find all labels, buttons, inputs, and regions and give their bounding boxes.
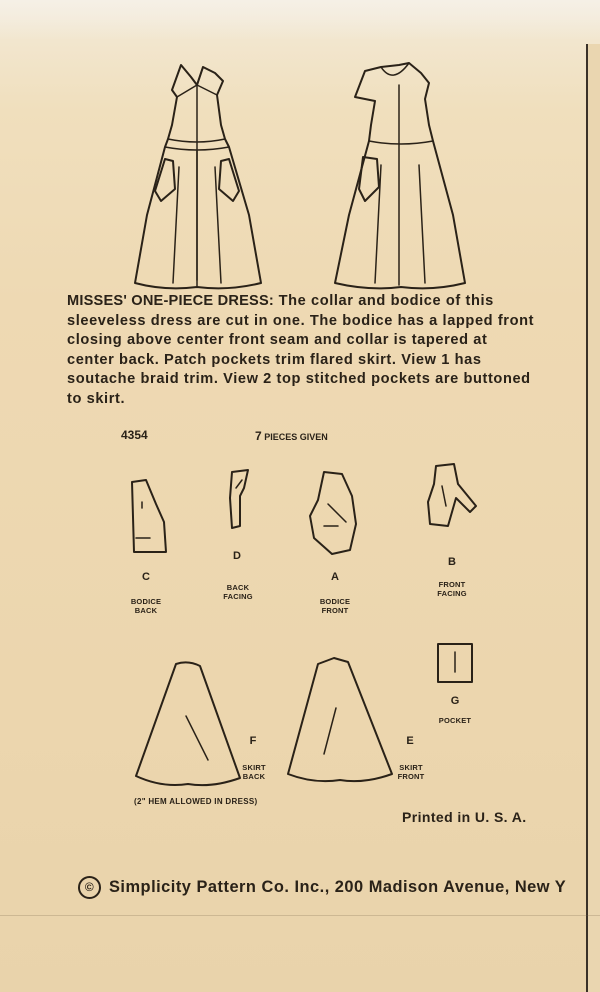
piece-e-skirt-front-shape [284, 654, 396, 784]
piece-a-label-line1: BODICE [319, 597, 351, 606]
piece-g-label [425, 716, 485, 725]
piece-f-label-line1: SKIRT [242, 763, 266, 772]
piece-c-bodice-back-shape [128, 478, 170, 554]
pieces-given [255, 429, 328, 443]
piece-g-pocket-shape [436, 642, 474, 684]
piece-d-label [208, 583, 268, 601]
piece-g-label-line1: POCKET [438, 716, 472, 725]
pattern-number: 4354 [121, 428, 148, 442]
piece-c-label [116, 597, 176, 615]
piece-e-label-line1: SKIRT [399, 763, 423, 772]
piece-e-letter: E [406, 735, 414, 747]
piece-b-label-line1: FRONT [438, 580, 466, 589]
piece-e-label [381, 763, 441, 781]
pieces-count: 7 [255, 429, 262, 443]
dress-view-front-illustration [125, 55, 270, 290]
piece-f-label-line2: BACK [242, 772, 266, 781]
piece-a-label [305, 597, 365, 615]
top-highlight [0, 0, 600, 40]
printed-in-usa: Printed in U. S. A. [402, 809, 527, 825]
fold-line [0, 915, 600, 916]
piece-c-letter: C [142, 571, 150, 583]
piece-a-letter: A [331, 571, 339, 583]
dress-view-back-illustration [325, 55, 475, 290]
description-body: The collar and bodice of this sleeveless dress are cut in one. The bodice has a lapped front closing above center front seam and collar is tapered at center back. Patch pockets trim flared skirt. View 1 has soutache braid trim. View 2 top stitched pockets are buttoned to skirt. [67, 293, 535, 407]
piece-a-label-line2: FRONT [321, 606, 349, 615]
copyright-icon: © [78, 876, 101, 899]
piece-c-label-line2: BACK [134, 606, 158, 615]
piece-b-label-line2: FACING [437, 589, 467, 598]
hem-allowance-note: (2" HEM ALLOWED IN DRESS) [134, 797, 258, 806]
pieces-label: PIECES GIVEN [264, 432, 328, 442]
piece-d-letter: D [233, 550, 241, 562]
pattern-description [67, 292, 537, 410]
piece-b-label [422, 580, 482, 598]
piece-f-label [224, 763, 284, 781]
piece-a-bodice-front-shape [308, 468, 360, 556]
piece-g-letter: G [450, 695, 460, 707]
piece-f-letter: F [249, 735, 257, 747]
piece-e-label-line2: FRONT [397, 772, 425, 781]
envelope-right-edge [586, 44, 600, 992]
piece-d-back-facing-shape [226, 468, 252, 530]
piece-d-label-line1: BACK [226, 583, 250, 592]
piece-d-label-line2: FACING [223, 592, 253, 601]
copyright-text: Simplicity Pattern Co. Inc., 200 Madison Avenue, New Y [109, 878, 567, 896]
copyright-line [78, 876, 566, 899]
piece-b-letter: B [448, 556, 456, 568]
description-headline: MISSES' ONE-PIECE DRESS: [67, 293, 274, 309]
piece-c-label-line1: BODICE [130, 597, 162, 606]
piece-b-front-facing-shape [424, 462, 480, 532]
